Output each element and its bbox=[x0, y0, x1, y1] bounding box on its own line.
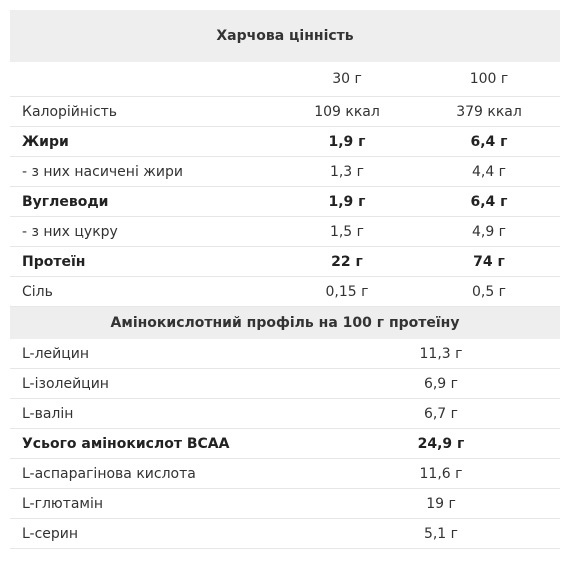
column-header-100g: 100 г bbox=[418, 62, 560, 97]
nutrition-row-value-100g: 6,4 г bbox=[418, 127, 560, 157]
nutrition-row bbox=[10, 157, 560, 187]
amino-row-value: 5,1 г bbox=[350, 519, 560, 549]
nutrition-row-label: Сіль bbox=[10, 277, 276, 307]
nutrition-row-value-30g: 109 ккал bbox=[276, 97, 418, 127]
amino-title: Амінокислотний профіль на 100 г протеїну bbox=[10, 307, 560, 340]
nutrition-row-label: - з них насичені жири bbox=[10, 157, 276, 187]
nutrition-row-value-100g: 0,5 г bbox=[418, 277, 560, 307]
nutrition-row bbox=[10, 127, 560, 157]
amino-row-value: 6,9 г bbox=[350, 369, 560, 399]
amino-row-label: L-серин bbox=[10, 519, 350, 549]
nutrition-row-value-100g: 379 ккал bbox=[418, 97, 560, 127]
nutrition-row-value-30g: 1,5 г bbox=[276, 217, 418, 247]
nutrition-row-value-30g: 22 г bbox=[276, 247, 418, 277]
nutrition-row-value-30g: 0,15 г bbox=[276, 277, 418, 307]
nutrition-row-value-30g: 1,3 г bbox=[276, 157, 418, 187]
amino-row bbox=[10, 339, 560, 369]
nutrition-row bbox=[10, 187, 560, 217]
amino-row-label: L-валін bbox=[10, 399, 350, 429]
nutrition-row bbox=[10, 217, 560, 247]
column-header-row bbox=[10, 62, 560, 97]
nutrition-row-value-100g: 4,9 г bbox=[418, 217, 560, 247]
amino-row bbox=[10, 489, 560, 519]
amino-row-label: Усього амінокислот BCAA bbox=[10, 429, 350, 459]
column-header-30g: 30 г bbox=[276, 62, 418, 97]
amino-row-label: L-аспарагінова кислота bbox=[10, 459, 350, 489]
amino-row-value: 11,6 г bbox=[350, 459, 560, 489]
nutrition-row-label: - з них цукру bbox=[10, 217, 276, 247]
column-header-label bbox=[10, 62, 276, 97]
amino-row bbox=[10, 399, 560, 429]
nutrition-row-value-30g: 1,9 г bbox=[276, 187, 418, 217]
amino-table bbox=[10, 339, 560, 549]
nutrition-row-value-30g: 1,9 г bbox=[276, 127, 418, 157]
amino-row-label: L-глютамін bbox=[10, 489, 350, 519]
nutrition-row-label: Вуглеводи bbox=[10, 187, 276, 217]
amino-row-label: L-лейцин bbox=[10, 339, 350, 369]
amino-row-value: 11,3 г bbox=[350, 339, 560, 369]
amino-row-label: L-ізолейцин bbox=[10, 369, 350, 399]
amino-row bbox=[10, 519, 560, 549]
amino-row bbox=[10, 369, 560, 399]
nutrition-table bbox=[10, 10, 560, 339]
nutrition-row-label: Жири bbox=[10, 127, 276, 157]
amino-row-value: 19 г bbox=[350, 489, 560, 519]
nutrition-row-value-100g: 6,4 г bbox=[418, 187, 560, 217]
nutrition-facts bbox=[10, 10, 560, 549]
nutrition-row-label: Калорійність bbox=[10, 97, 276, 127]
nutrition-row-value-100g: 74 г bbox=[418, 247, 560, 277]
amino-header-row bbox=[10, 307, 560, 340]
nutrition-row bbox=[10, 247, 560, 277]
nutrition-row-label: Протеїн bbox=[10, 247, 276, 277]
nutrition-title: Харчова цінність bbox=[10, 10, 560, 62]
nutrition-row-value-100g: 4,4 г bbox=[418, 157, 560, 187]
amino-row-value: 24,9 г bbox=[350, 429, 560, 459]
amino-row bbox=[10, 429, 560, 459]
amino-row-value: 6,7 г bbox=[350, 399, 560, 429]
nutrition-row bbox=[10, 97, 560, 127]
nutrition-header-row bbox=[10, 10, 560, 62]
nutrition-row bbox=[10, 277, 560, 307]
amino-row bbox=[10, 459, 560, 489]
